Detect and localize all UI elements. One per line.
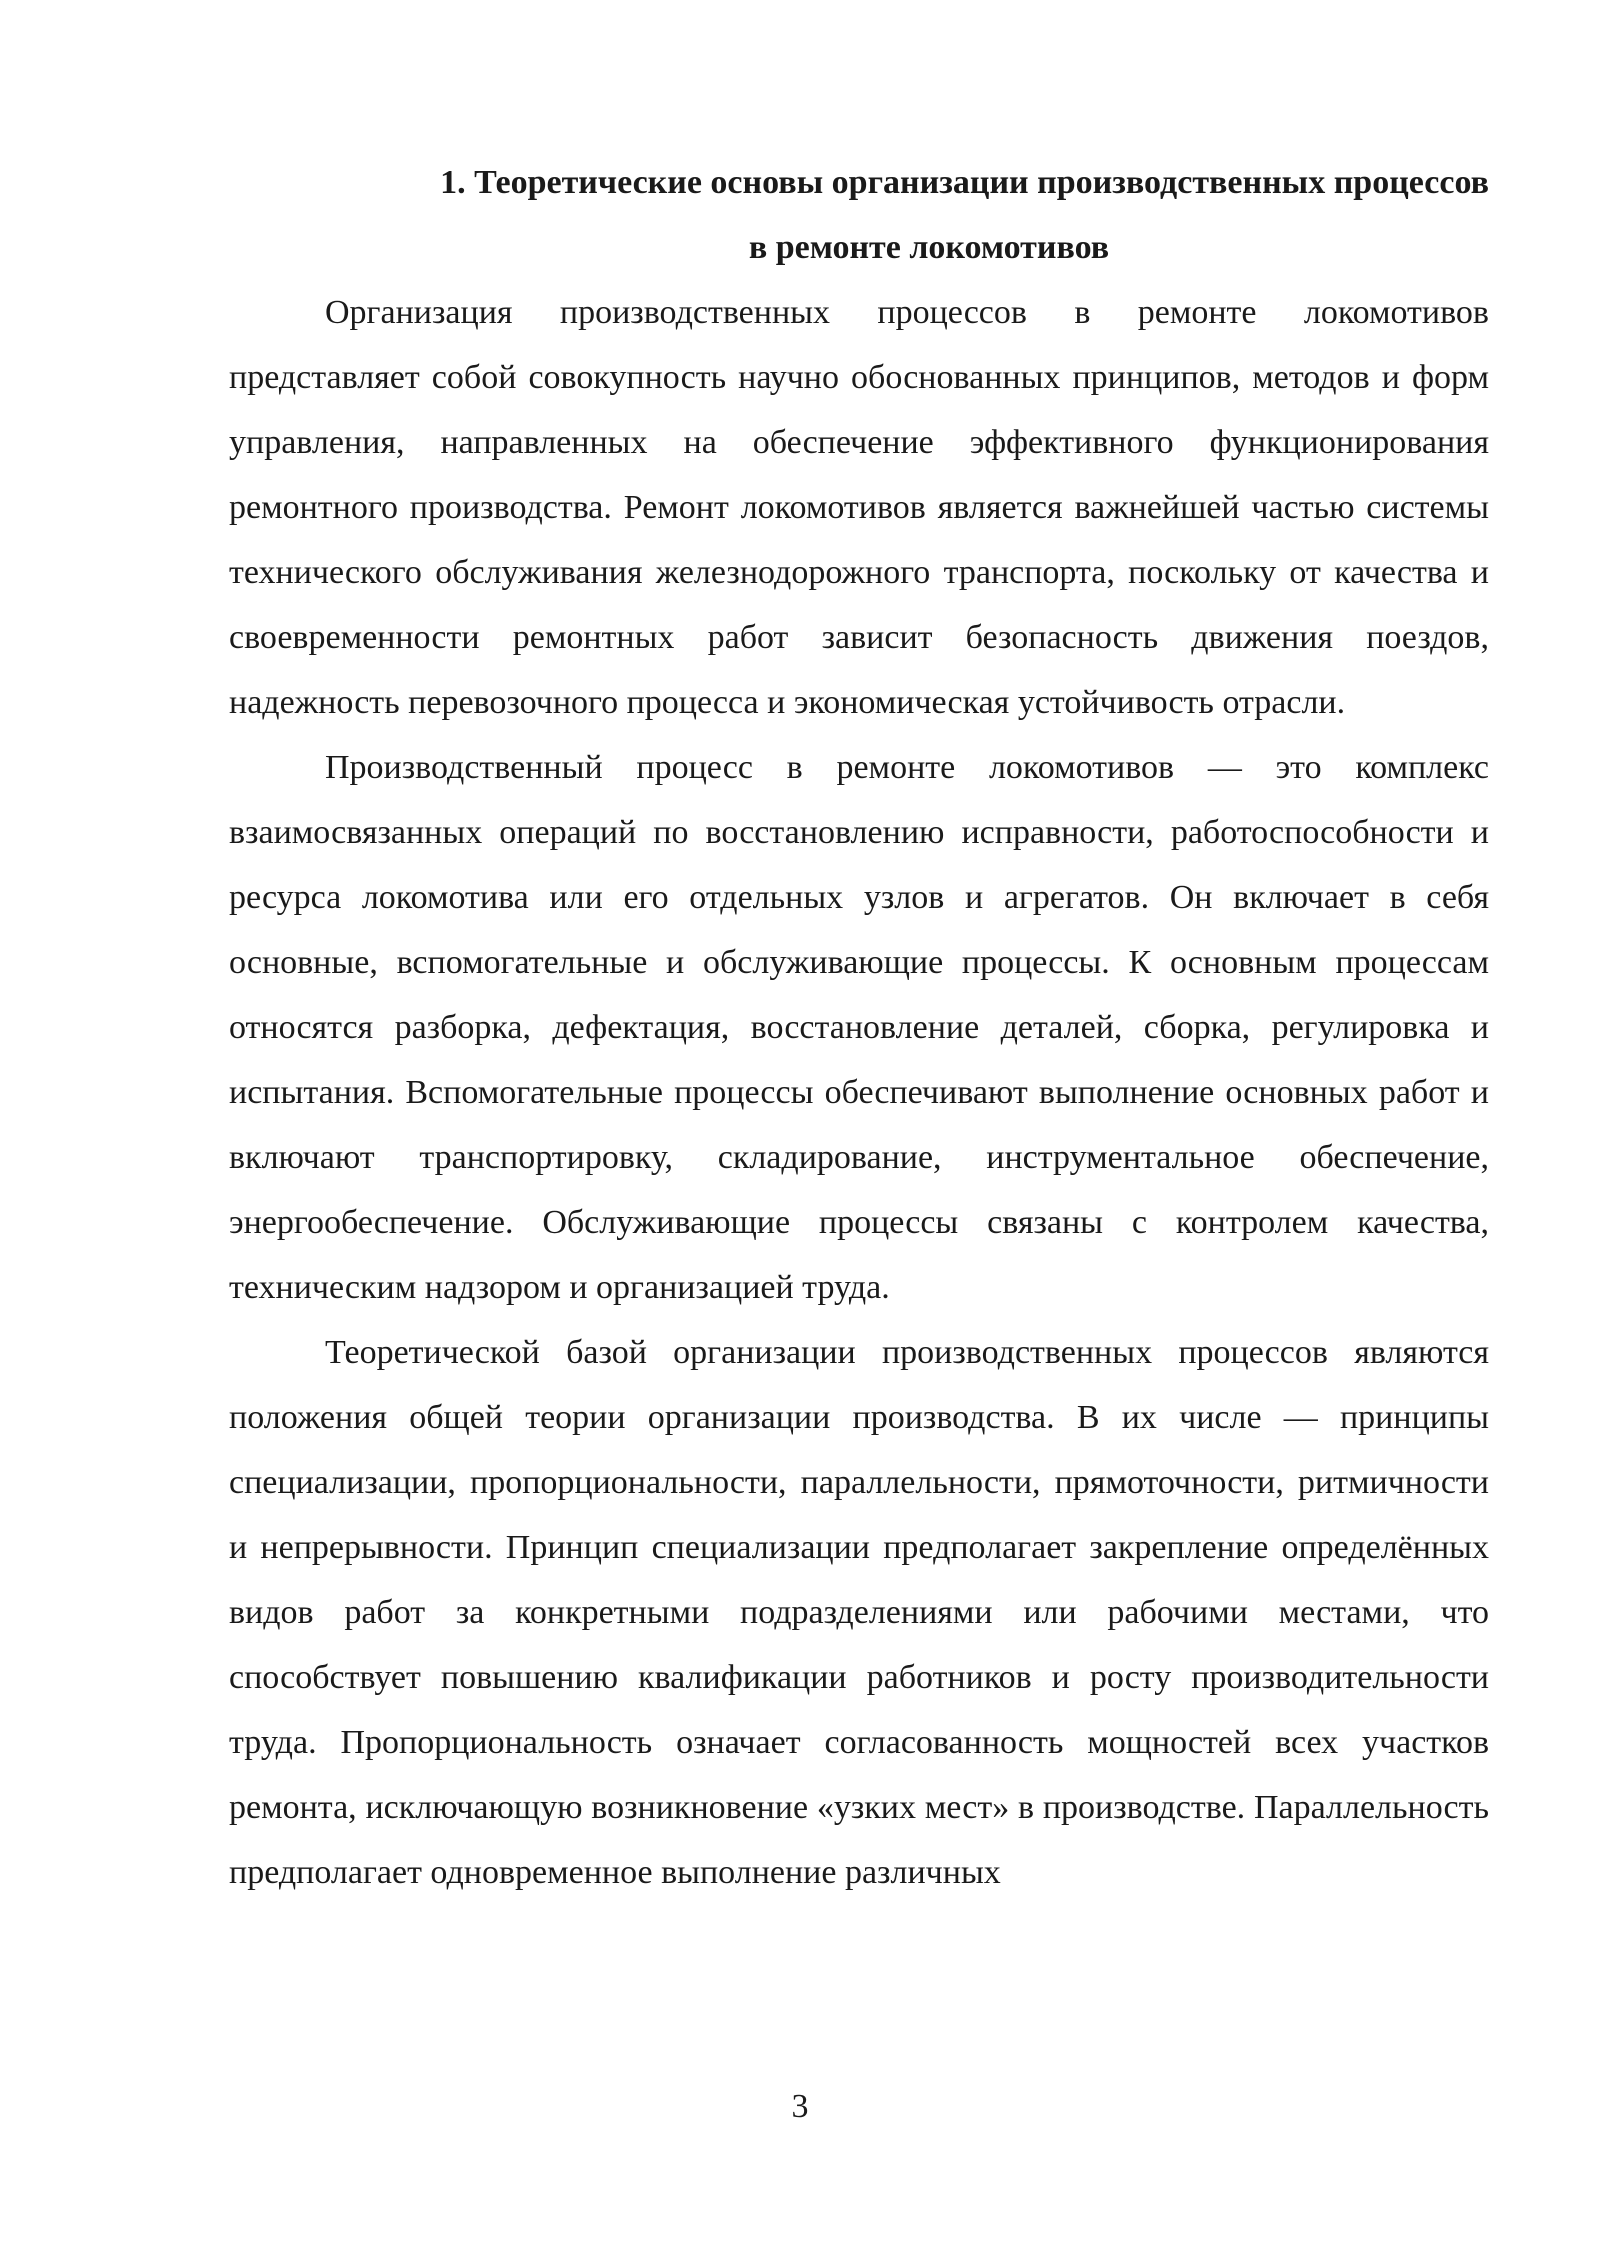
paragraph-3-partial: Теоретической базой организации производственных процессов являются положения общей теории организации производства. В их числе — принципы специализации, пропорциональности, параллельности, прямоточности, ритмичности и непрерывности. Принцип специализации предполагает закрепление определённых видов работ за конкретными подразделениями или рабочими местами, что способствует повышению квалификации работников и росту производительности труда. Пропорциональность означает согласованность мощностей всех участков ремонта, исключающую возникновение «узких мест» в производстве. Параллельность предполагает одновременное выполнение различных	[229, 1334, 1489, 1891]
section-heading-line-2: в ремонте локомотивов	[748, 229, 1110, 266]
paragraph-1: Организация производственных процессов в ремонте локомотивов представляет собой совокупность научно обоснованных принципов, методов и форм управления, направленных на обеспечение эффективного функционирования ремонтного производства. Ремонт локомотивов является важнейшей частью системы технического обслуживания железнодорожного транспорта, поскольку от качества и своевременности ремонтных работ зависит безопасность движения поездов, надежность перевозочного процесса и экономическая устойчивость отрасли.	[229, 294, 1489, 721]
section-heading-line-1: 1. Теоретические основы организации производственных процессов	[440, 164, 1489, 201]
paragraph-2: Производственный процесс в ремонте локомотивов — это комплекс взаимосвязанных операций по восстановлению исправности, работоспособности и ресурса локомотива или его отдельных узлов и агрегатов. Он включает в себя основные, вспомогательные и обслуживающие процессы. К основным процессам относятся разборка, дефектация, восстановление деталей, сборка, регулировка и испытания. Вспомогательные процессы обеспечивают выполнение основных работ и включают транспортировку, складирование, инструментальное обеспечение, энергообеспечение. Обслуживающие процессы связаны с контролем качества, техническим надзором и организацией труда.	[229, 749, 1489, 1306]
section-heading	[229, 150, 1489, 280]
page-content	[229, 150, 1489, 1905]
page-number: 3	[791, 2088, 809, 2125]
